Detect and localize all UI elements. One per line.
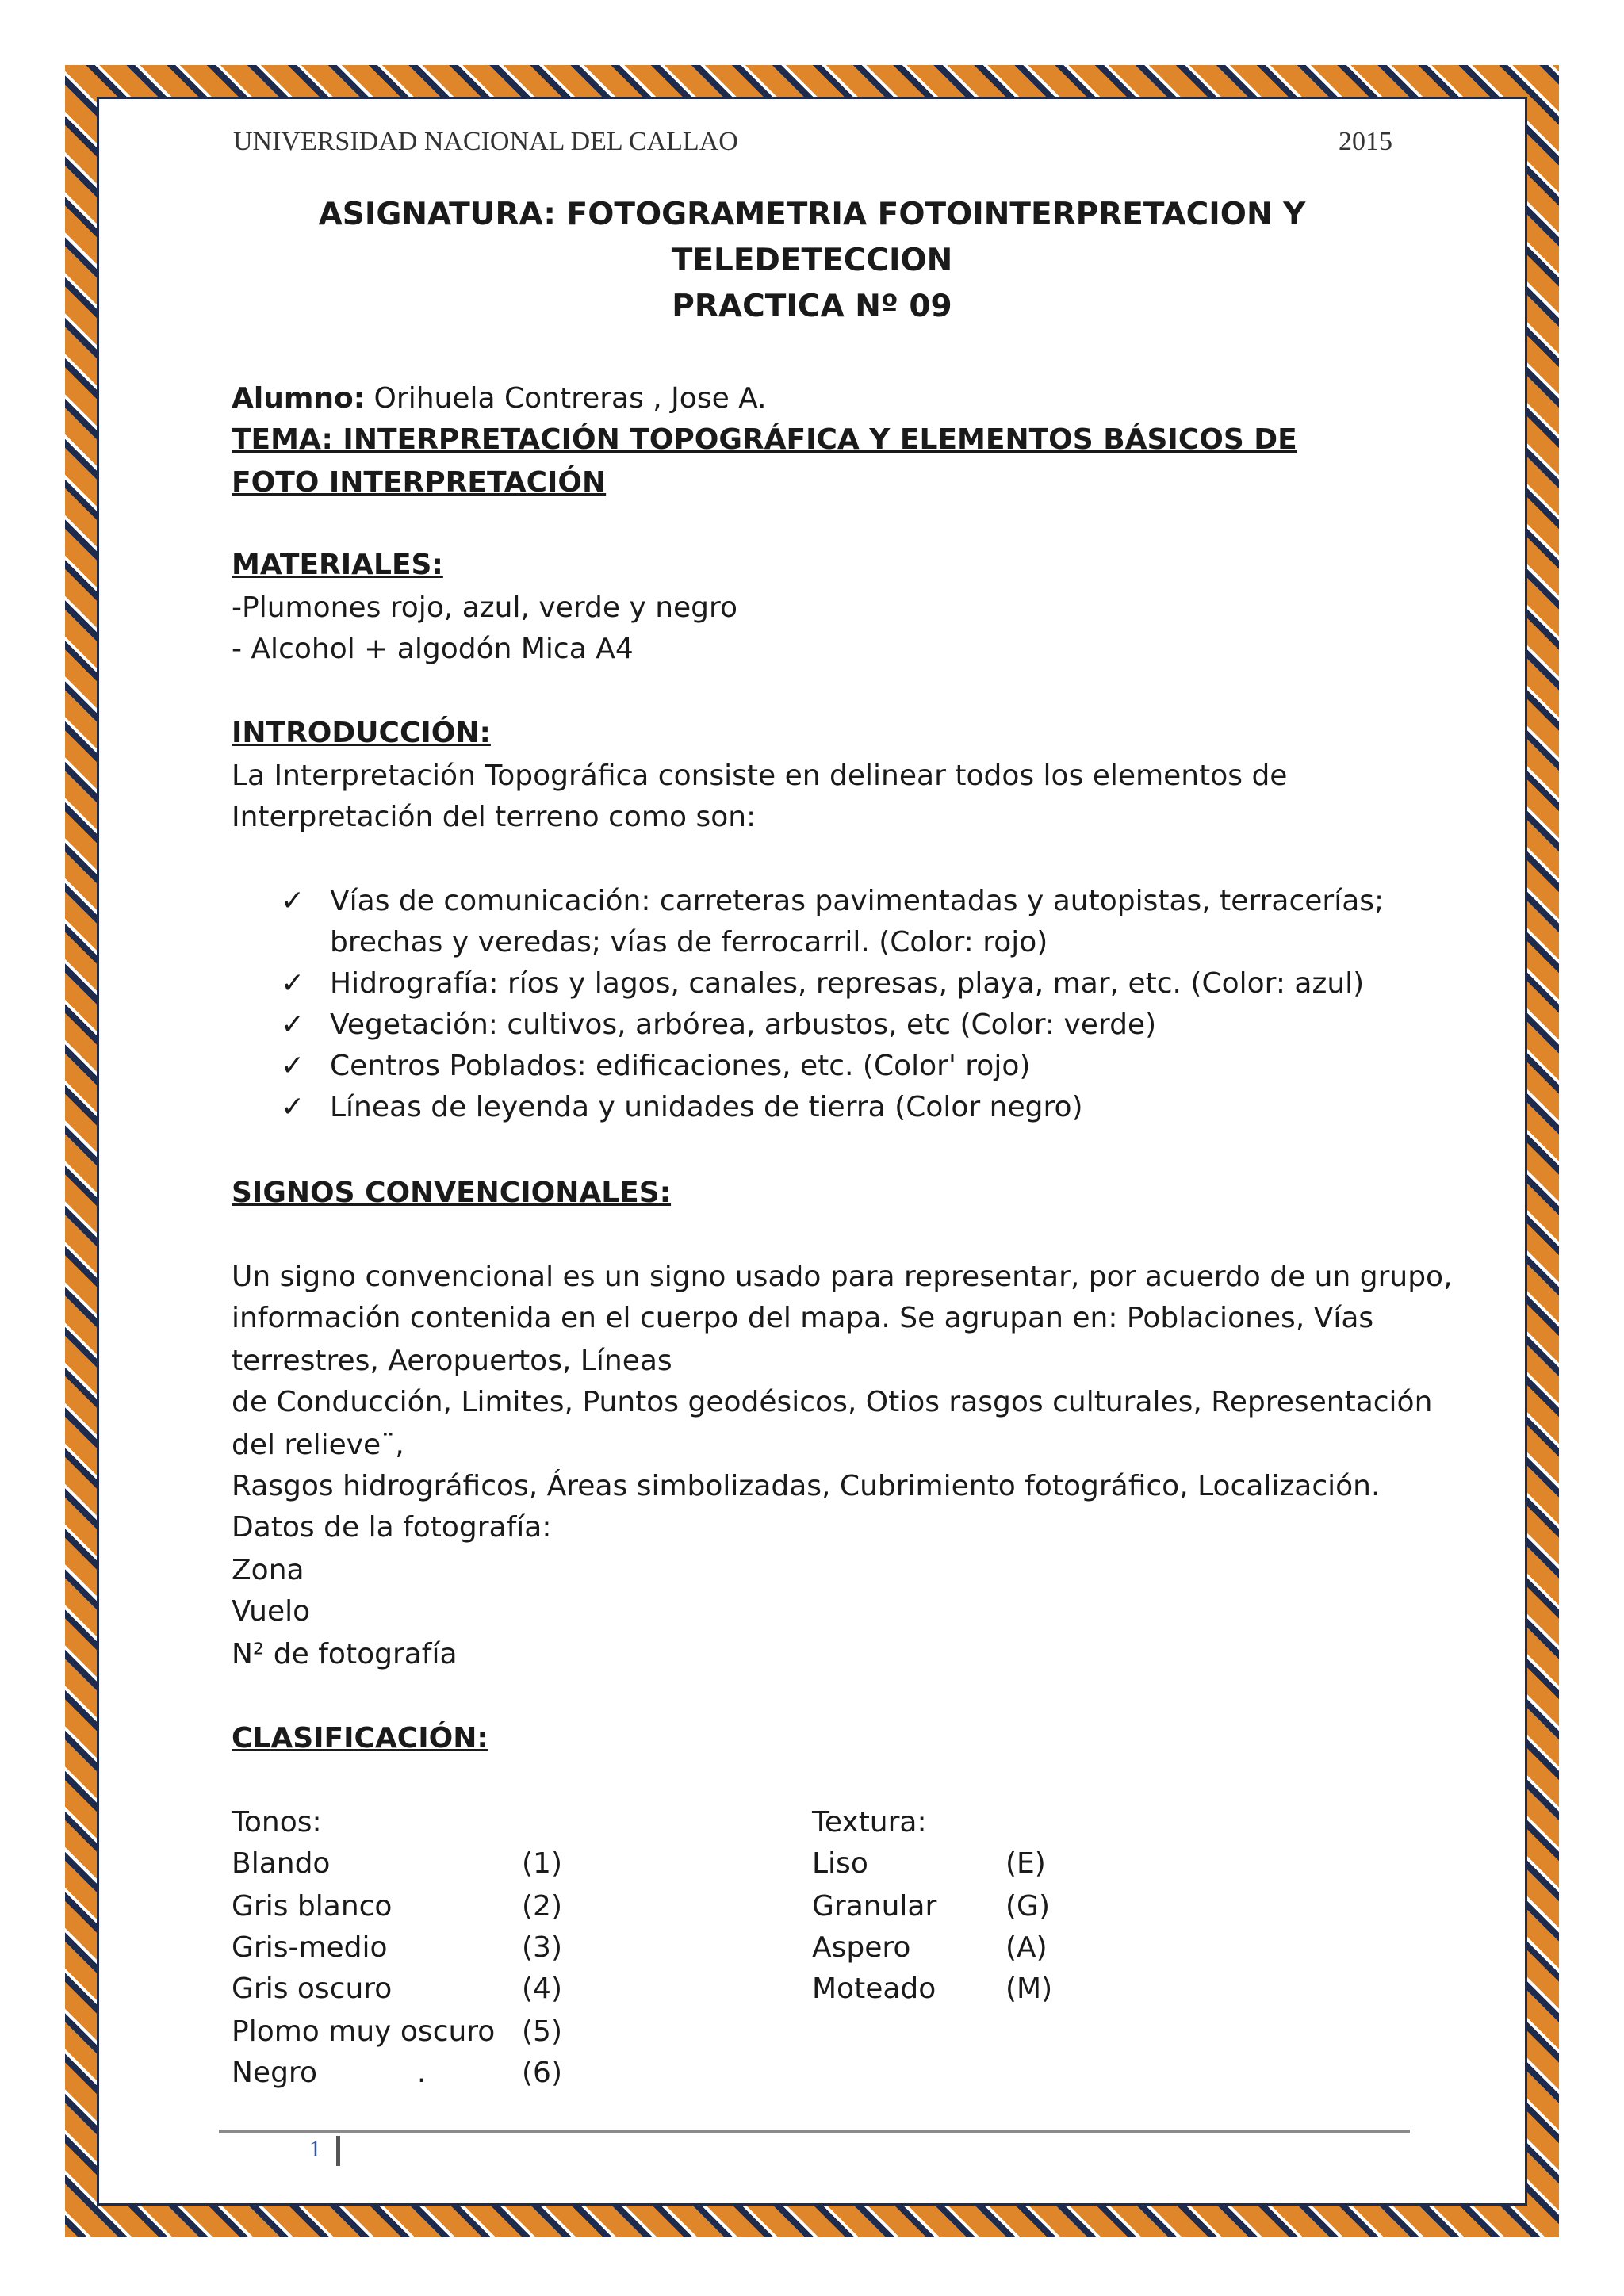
tono-code: (6) bbox=[522, 2057, 562, 2089]
bullet-text: Líneas de leyenda y unidades de tierra (Color negro) bbox=[330, 1091, 1083, 1123]
title-line-3: PRACTICA Nº 09 bbox=[672, 289, 952, 324]
textura-code: (M) bbox=[1005, 1973, 1053, 2005]
bullet-item bbox=[281, 1045, 1030, 1087]
tonos-label: Tonos: bbox=[232, 1806, 322, 1839]
bullet-item bbox=[281, 880, 1384, 922]
signos-heading: SIGNOS CONVENCIONALES: bbox=[232, 1177, 672, 1209]
tono-name: Gris blanco bbox=[232, 1890, 393, 1923]
check-icon: ✓ bbox=[281, 1050, 305, 1082]
introduccion-line-2: Interpretación del terreno como son: bbox=[232, 801, 756, 833]
title-line-1: ASIGNATURA: FOTOGRAMETRIA FOTOINTERPRETACION Y bbox=[318, 197, 1306, 232]
tono-name: Negro . bbox=[232, 2057, 427, 2089]
tono-code: (2) bbox=[522, 1890, 562, 1923]
textura-code: (A) bbox=[1005, 1931, 1048, 1964]
signos-line: de Conducción, Limites, Puntos geodésicos, Otios rasgos culturales, Representación bbox=[232, 1386, 1433, 1418]
clasificacion-heading: CLASIFICACIÓN: bbox=[232, 1722, 488, 1755]
bullet-continuation: brechas y veredas; vías de ferrocarril. (Color: rojo) bbox=[330, 926, 1048, 959]
bullet-text: Hidrografía: ríos y lagos, canales, represas, playa, mar, etc. (Color: azul) bbox=[330, 967, 1365, 1000]
signos-line: N² de fotografía bbox=[232, 1638, 458, 1670]
bullet-item bbox=[281, 1004, 1156, 1046]
check-icon: ✓ bbox=[281, 967, 305, 1000]
signos-line: Rasgos hidrográficos, Áreas simbolizadas, Cubrimiento fotográfico, Localización. bbox=[232, 1470, 1381, 1502]
tono-name: Blando bbox=[232, 1847, 331, 1880]
tono-code: (5) bbox=[522, 2015, 562, 2048]
student-name: Orihuela Contreras , Jose A. bbox=[365, 382, 767, 415]
bullet-text: Vegetación: cultivos, arbórea, arbustos, etc (Color: verde) bbox=[330, 1008, 1157, 1041]
textura-name: Aspero bbox=[812, 1931, 911, 1964]
bullet-item bbox=[281, 1086, 1083, 1128]
signos-line: Datos de la fotografía: bbox=[232, 1511, 552, 1544]
bullet-text: Centros Poblados: edificaciones, etc. (Color' rojo) bbox=[330, 1050, 1031, 1082]
check-icon: ✓ bbox=[281, 885, 305, 917]
tema-line-1: TEMA: INTERPRETACIÓN TOPOGRÁFICA Y ELEMENTOS BÁSICOS DE bbox=[232, 423, 1297, 456]
tono-name: Gris oscuro bbox=[232, 1973, 393, 2005]
bullet-item bbox=[281, 962, 1364, 1004]
signos-line: información contenida en el cuerpo del mapa. Se agrupan en: Poblaciones, Vías bbox=[232, 1302, 1374, 1334]
tono-name: Gris-medio bbox=[232, 1931, 388, 1964]
student-line bbox=[232, 377, 767, 419]
header-university: UNIVERSIDAD NACIONAL DEL CALLAO bbox=[233, 127, 738, 156]
textura-code: (G) bbox=[1005, 1890, 1050, 1923]
signos-line: Un signo convencional es un signo usado para representar, por acuerdo de un grupo, bbox=[232, 1261, 1453, 1293]
tono-name: Plomo muy oscuro bbox=[232, 2015, 496, 2048]
textura-label: Textura: bbox=[812, 1806, 927, 1839]
signos-line: Vuelo bbox=[232, 1595, 311, 1628]
signos-line: del relieve¨, bbox=[232, 1429, 404, 1461]
materiales-heading: MATERIALES: bbox=[232, 549, 443, 581]
student-label: Alumno: bbox=[232, 382, 366, 415]
page-number-divider bbox=[336, 2136, 340, 2166]
header-year: 2015 bbox=[1339, 127, 1392, 156]
tema-line-2: FOTO INTERPRETACIÓN bbox=[232, 466, 607, 499]
page-number: 1 bbox=[309, 2136, 321, 2162]
materiales-item: - Alcohol + algodón Mica A4 bbox=[232, 633, 634, 665]
textura-name: Granular bbox=[812, 1890, 937, 1923]
textura-name: Moteado bbox=[812, 1973, 936, 2005]
tono-code: (1) bbox=[522, 1847, 562, 1880]
textura-name: Liso bbox=[812, 1847, 868, 1880]
tono-code: (4) bbox=[522, 1973, 562, 2005]
check-icon: ✓ bbox=[281, 1091, 305, 1123]
title-line-2: TELEDETECCION bbox=[671, 243, 953, 278]
check-icon: ✓ bbox=[281, 1008, 305, 1041]
signos-line: Zona bbox=[232, 1554, 304, 1586]
signos-line: terrestres, Aeropuertos, Líneas bbox=[232, 1345, 672, 1377]
textura-code: (E) bbox=[1005, 1847, 1046, 1880]
tono-code: (3) bbox=[522, 1931, 562, 1964]
introduccion-heading: INTRODUCCIÓN: bbox=[232, 717, 491, 749]
introduccion-line-1: La Interpretación Topográfica consiste en delinear todos los elementos de bbox=[232, 760, 1288, 792]
bullet-text: Vías de comunicación: carreteras pavimentadas y autopistas, terracerías; bbox=[330, 885, 1385, 917]
footer-rule bbox=[219, 2130, 1410, 2133]
materiales-item: -Plumones rojo, azul, verde y negro bbox=[232, 591, 738, 624]
